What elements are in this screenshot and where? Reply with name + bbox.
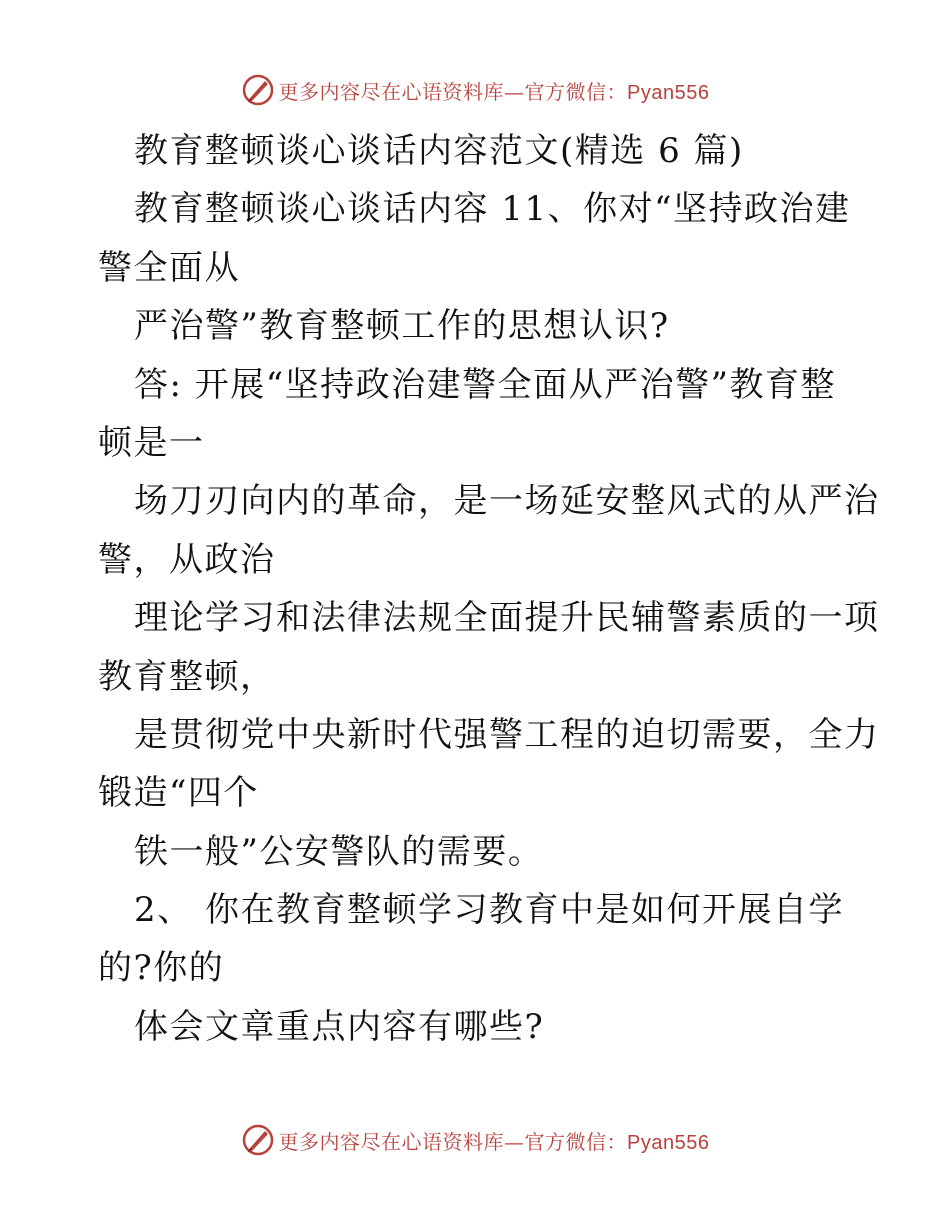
document-title: 教育整顿谈心谈话内容范文(精选 6 篇) (134, 131, 744, 171)
footer-watermark-label: 更多内容尽在心语资料库—官方微信： (278, 1129, 628, 1154)
footer-watermark-account: Pyan556 (627, 1131, 710, 1154)
paragraph-line: 是贯彻党中央新时代强警工程的迫切需要，全力 (134, 714, 880, 755)
paragraph-line: 铁一般”公安警队的需要。 (134, 831, 544, 872)
header-watermark-label: 更多内容尽在心语资料库—官方微信： (278, 79, 628, 104)
paragraph-line: 警，从政治 (98, 539, 276, 580)
paragraph-line: 顿是一 (98, 422, 205, 463)
paragraph-line: 场刀刃向内的革命，是一场延安整风式的从严治 (134, 481, 880, 522)
paragraph-line: 教育整顿谈心谈话内容 11、你对“坚持政治建 (134, 189, 851, 230)
document-body (98, 122, 880, 1056)
paragraph-line: 的?你的 (98, 948, 225, 989)
footer-watermark (0, 1120, 950, 1160)
footer-watermark-text (279, 1126, 710, 1155)
pen-logo-icon (241, 1123, 275, 1157)
paragraph-line: 警全面从 (98, 247, 240, 288)
paragraph-line: 答: 开展“坚持政治建警全面从严治警”教育整 (134, 364, 837, 405)
paragraph-line: 体会文章重点内容有哪些? (134, 1006, 545, 1047)
paragraph-line: 锻造“四个 (98, 773, 259, 814)
paragraph-line: 教育整顿， (98, 656, 276, 697)
paragraph-line: 2、 你在教育整顿学习教育中是如何开展自学 (134, 890, 844, 931)
pen-logo-icon (241, 73, 275, 107)
header-watermark-text (279, 76, 710, 105)
paragraph-line: 理论学习和法律法规全面提升民辅警素质的一项 (134, 598, 880, 639)
header-watermark (0, 70, 950, 110)
header-watermark-account: Pyan556 (627, 81, 710, 104)
paragraph-line: 严治警”教育整顿工作的思想认识? (134, 306, 670, 347)
